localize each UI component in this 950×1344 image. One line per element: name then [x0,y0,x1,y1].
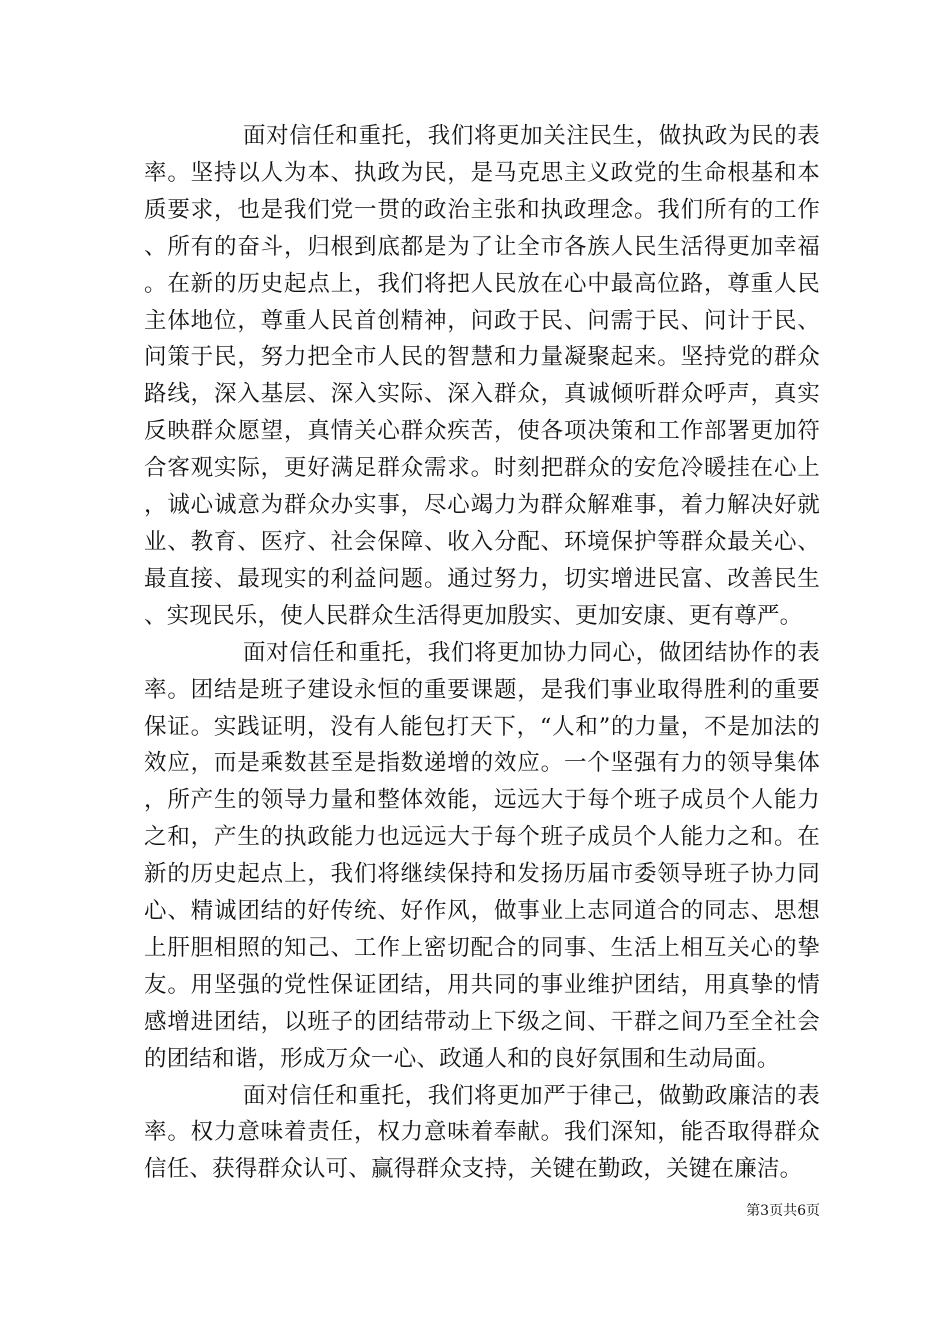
paragraph-livelihood: 面对信任和重托，我们将更加关注民生，做执政为民的表率。坚持以人为本、执政为民，是马克思主义政党的生命根基和本质要求，也是我们党一贯的政治主张和执政理念。我们所有的工作、所有的奋斗，归根到底都是为了让全市各族人民生活得更加幸福。在新的历史起点上，我们将把人民放在心中最高位路，尊重人民主体地位，尊重人民首创精神，问政于民、问需于民、问计于民、问策于民，努力把全市人民的智慧和力量凝聚起来。坚持党的群众路线，深入基层、深入实际、深入群众，真诚倾听群众呼声，真实反映群众愿望，真情关心群众疾苦，使各项决策和工作部署更加符合客观实际，更好满足群众需求。时刻把群众的安危冷暖挂在心上，诚心诚意为群众办实事，尽心竭力为群众解难事，着力解决好就业、教育、医疗、社会保障、收入分配、环境保护等群众最关心、最直接、最现实的利益问题。通过努力，切实增进民富、改善民生、实现民乐，使人民群众生活得更加殷实、更加安康、更有尊严。 [144,123,820,629]
page-number-footer: 第3页共6页 [746,1203,820,1219]
paragraph-integrity: 面对信任和重托，我们将更加严于律己，做勤政廉洁的表率。权力意味着责任，权力意味着奉献。我们深知，能否取得群众信任、获得群众认可、赢得群众支持，关键在勤政，关键在廉洁。 [144,1082,820,1183]
paragraph-unity: 面对信任和重托，我们将更加协力同心，做团结协作的表率。团结是班子建设永恒的重要课题，是我们事业取得胜利的重要保证。实践证明，没有人能包打天下，“人和”的力量，不是加法的效应，而是乘数甚至是指数递增的效应。一个坚强有力的领导集体，所产生的领导力量和整体效能，远远大于每个班子成员个人能力之和，产生的执政能力也远远大于每个班子成员个人能力之和。在新的历史起点上，我们将继续保持和发扬历届市委领导班子协力同心、精诚团结的好传统、好作风，做事业上志同道合的同志、思想上肝胆相照的知己、工作上密切配合的同事、生活上相互关心的挚友。用坚强的党性保证团结，用共同的事业维护团结，用真挚的情感增进团结，以班子的团结带动上下级之间、干群之间乃至全社会的团结和谐，形成万众一心、政通人和的良好氛围和生动局面。 [144,639,820,1072]
document-body [144,118,820,1188]
